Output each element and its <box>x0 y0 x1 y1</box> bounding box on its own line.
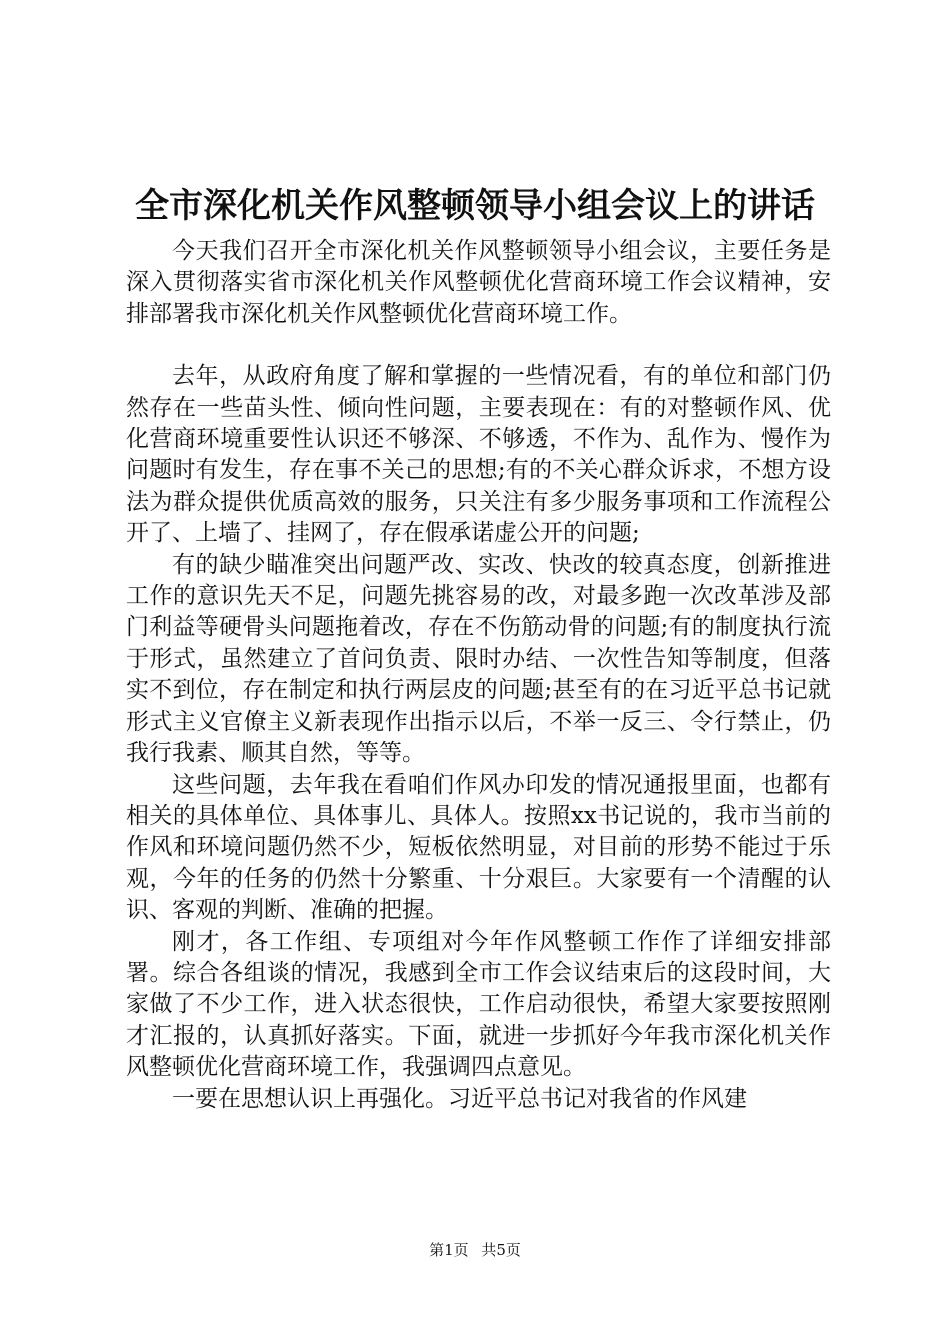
paragraph-1: 今天我们召开全市深化机关作风整顿领导小组会议，主要任务是深入贯彻落实省市深化机关作风整顿优化营商环境工作会议精神，安排部署我市深化机关作风整顿优化营商环境工作。 <box>126 238 831 327</box>
paragraph-4: 这些问题，去年我在看咱们作风办印发的情况通报里面，也都有相关的具体单位、具体事儿、具体人。按照xx书记说的，我市当前的作风和环境问题仍然不少，短板依然明显，对目前的形势不能过于乐观，今年的任务的仍然十分繁重、十分艰巨。大家要有一个清醒的认识、客观的判断、准确的把握。 <box>126 771 831 924</box>
document-title: 全市深化机关作风整顿领导小组会议上的讲话 <box>135 186 815 226</box>
paragraph-3: 有的缺少瞄准突出问题严改、实改、快改的较真态度，创新推进工作的意识先天不足，问题先挑容易的改，对最多跑一次改革涉及部门利益等硬骨头问题拖着改，存在不伤筋动骨的问题;有的制度执行流于形式，虽然建立了首问负责、限时办结、一次性告知等制度，但落实不到位，存在制定和执行两层皮的问题;甚至有的在习近平总书记就形式主义官僚主义新表现作出指示以后，不举一反三、令行禁止，仍我行我素、顺其自然，等等。 <box>126 551 831 767</box>
paragraph-2: 去年，从政府角度了解和掌握的一些情况看，有的单位和部门仍然存在一些苗头性、倾向性问题，主要表现在：有的对整顿作风、优化营商环境重要性认识还不够深、不够透，不作为、乱作为、慢作为问题时有发生，存在事不关己的思想;有的不关心群众诉求，不想方设法为群众提供优质高效的服务，只关注有多少服务事项和工作流程公开了、上墙了、挂网了，存在假承诺虚公开的问题; <box>126 363 831 547</box>
page-footer <box>0 1240 950 1260</box>
paragraph-5: 刚才，各工作组、专项组对今年作风整顿工作作了详细安排部署。综合各组谈的情况，我感到全市工作会议结束后的这段时间，大家做了不少工作，进入状态很快，工作启动很快，希望大家要按照刚才汇报的，认真抓好落实。下面，就进一步抓好今年我市深化机关作风整顿优化营商环境工作，我强调四点意见。 <box>126 928 831 1081</box>
page-total: 共5页 <box>481 1241 521 1259</box>
paragraph-6: 一要在思想认识上再强化。习近平总书记对我省的作风建 <box>172 1085 747 1112</box>
page-number: 第1页 <box>429 1241 469 1259</box>
document-body <box>126 236 831 1115</box>
